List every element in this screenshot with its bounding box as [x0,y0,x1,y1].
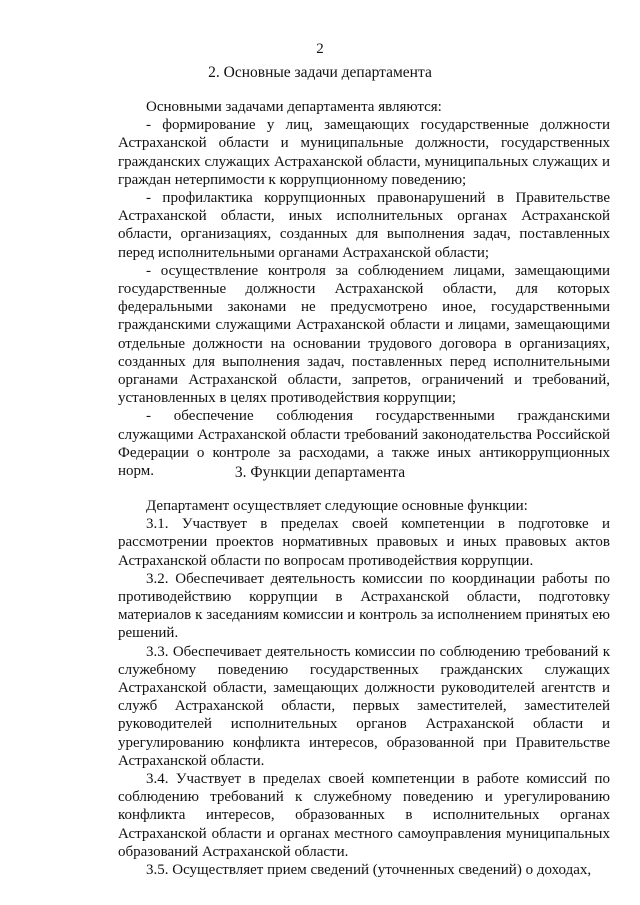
paragraph: - осуществление контроля за соблюдением лицами, замещающими государственные должности Астраханской области, для которых федеральными законами не предусмотрено иное, государственными гражданскими служащими Астраханской области и лицами, замещающими отдельные должности на основании трудового договора в организациях, созданных для выполнения задач, поставленных перед исполнительными органами Астраханской области, запретов, ограничений и требований, установленных в целях противодействия коррупции; [118,262,610,407]
paragraph: 3.3. Обеспечивает деятельность комиссии по соблюдению требований к служебному поведению государственных гражданских служащих Астраханской области, замещающих должности руководителей агентств и служб Астраханской области, первых заместителей, заместителей руководителей исполнительных органов Астраханской области и урегулированию конфликта интересов, образованной при Правительстве Астраханской области. [118,643,610,769]
paragraph: - обеспечение соблюдения государственными гражданскими служащими Астраханской области требований законодательства Российской Федерации о контроле за расходами, а также иных антикоррупционных норм. [118,408,610,480]
page-number: 2 [316,41,324,57]
paragraph: 3.2. Обеспечивает деятельность комиссии по координации работы по противодействию коррупции в Астраханской области, подготовку материалов к заседаниям комиссии и контроль за исполнением принятых ею решений. [118,570,610,642]
paragraph: 3.4. Участвует в пределах своей компетенции в работе комиссий по соблюдению требований к служебному поведению и урегулированию конфликта интересов, образованных в исполнительных органах Астраханской области и органах местного самоуправления муниципальных образований Астраханской области. [118,771,610,860]
paragraph: - формирование у лиц, замещающих государственные должности Астраханской области и муниципальные должности, государственных гражданских служащих Астраханской области, муниципальных служащих и граждан нетерпимости к коррупционному поведению; [118,117,610,188]
paragraph: 3.5. Осуществляет прием сведений (уточненных сведений) о доходах, [146,862,592,879]
paragraph: - профилактика коррупционных правонарушений в Правительстве Астраханской области, иных исполнительных органах Астраханской области, организациях, созданных для выполнения задач, поставленных перед исполнительными органами Астраханской области; [118,190,610,261]
paragraph: Департамент осуществляет следующие основные функции: [146,498,528,514]
section-2-body [118,98,610,480]
paragraph: 3.1. Участвует в пределах своей компетенции в подготовке и рассмотрении проектов нормативных правовых и иных правовых актов Астраханской области по вопросам противодействия коррупции. [118,516,610,569]
section-2-title: 2. Основные задачи департамента [208,64,432,81]
paragraph: Основными задачами департамента являются: [146,99,442,115]
section-3-title: 3. Функции департамента [234,464,406,481]
section-3-body [118,497,610,879]
